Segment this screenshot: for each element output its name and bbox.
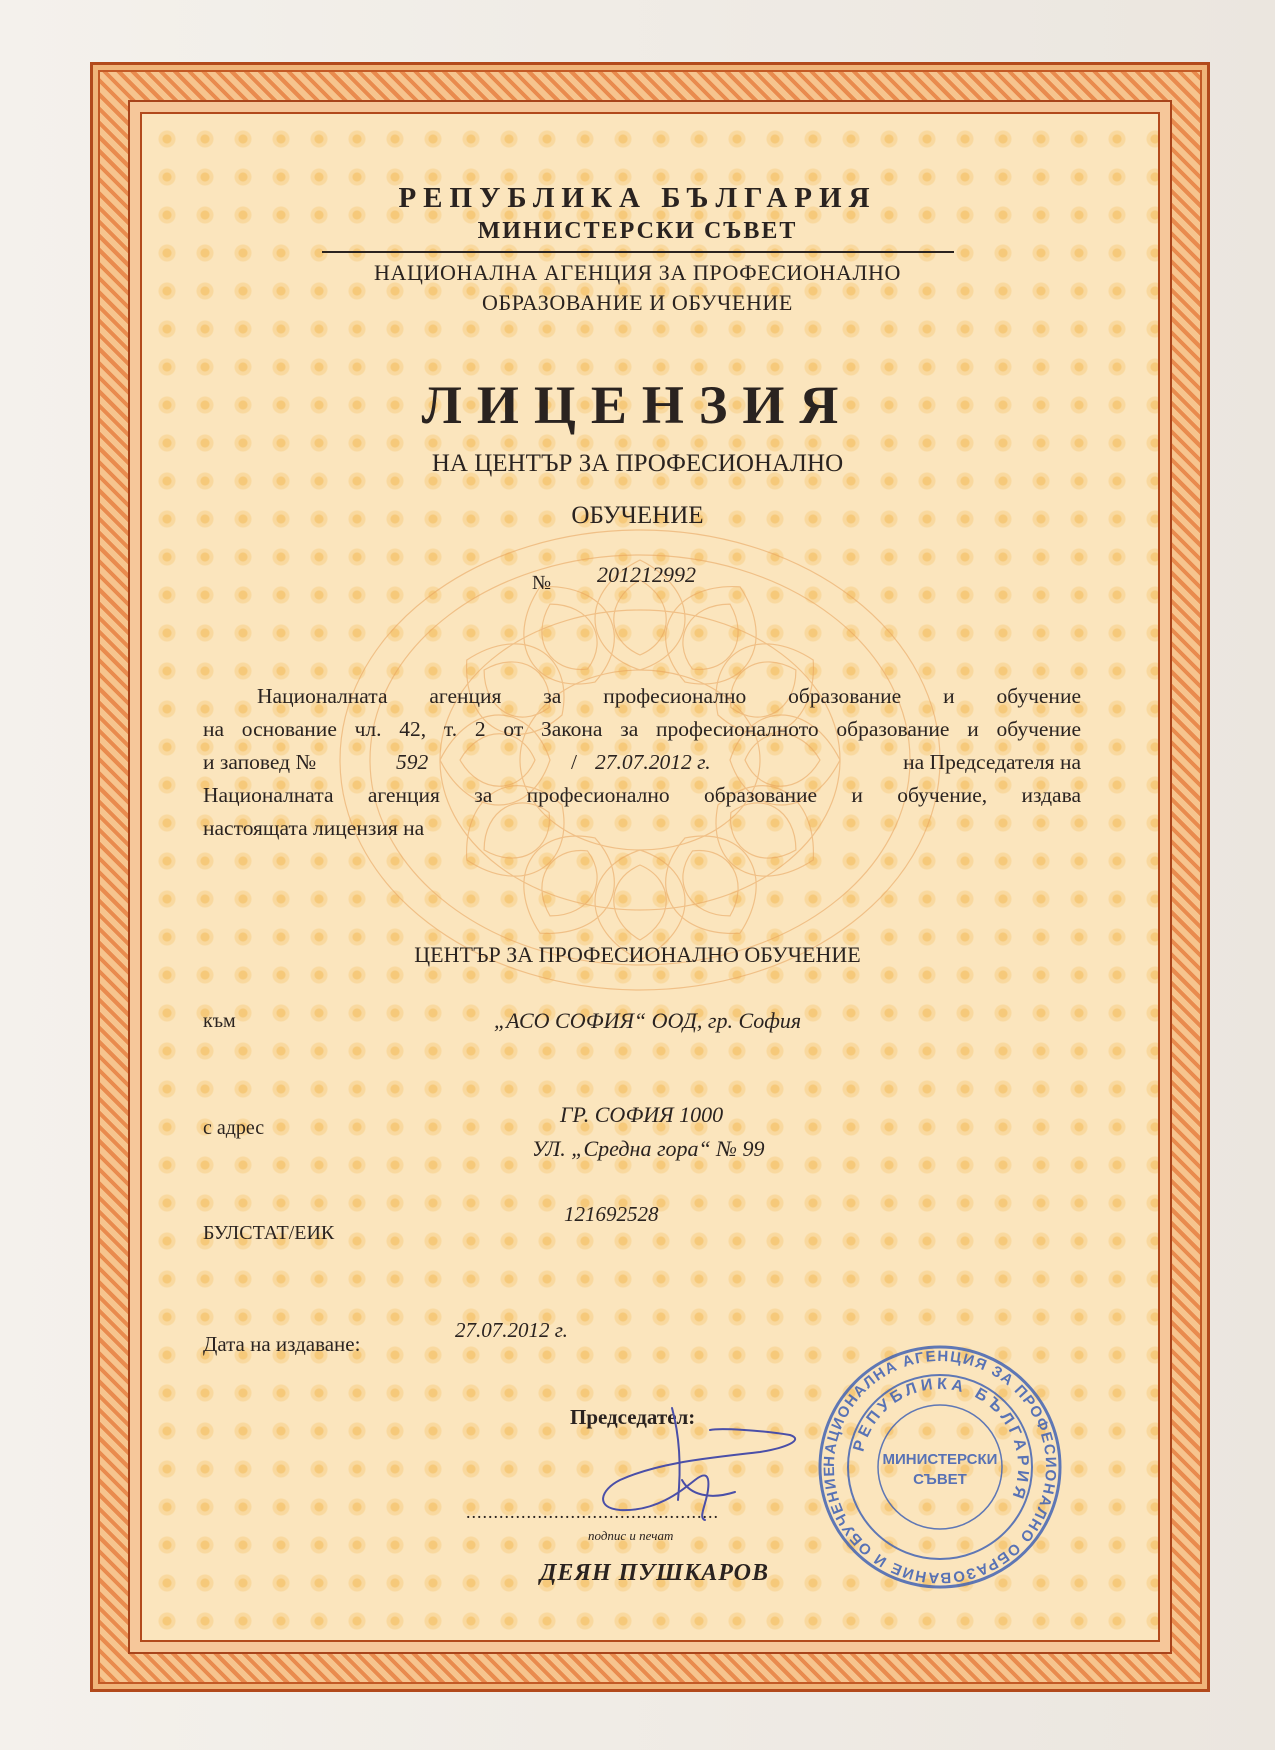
official-seal [815,1342,1065,1592]
address-label: с адрес [203,1117,265,1139]
body-line-1: Националната агенция за професионално образование и обучение [257,684,1081,708]
body-order-suffix: на Председателя на [903,750,1081,774]
license-number: 201212992 [597,562,696,587]
body-line-3 [203,746,1081,779]
seal-center-line1: МИНИСТЕРСКИ [882,1451,998,1468]
eik-value: 121692528 [564,1202,659,1226]
center-type: ЦЕНТЪР ЗА ПРОФЕСИОНАЛНО ОБУЧЕНИЕ [414,942,861,967]
license-body-text [203,680,1081,845]
body-line-2: на основание чл. 42, т. 2 от Закона за професионалното образование и обучение [203,717,1081,741]
header-agency-line2: ОБРАЗОВАНИЕ И ОБУЧЕНИЕ [482,290,793,315]
address-line2: УЛ. „Средна гора“ № 99 [532,1136,765,1161]
header-divider [322,251,954,253]
owner-name: „АСО СОФИЯ“ ООД, гр. София [493,1008,802,1033]
order-separator: / [571,750,577,774]
body-order-prefix: и заповед № [203,750,317,774]
document-subtitle-line1: НА ЦЕНТЪР ЗА ПРОФЕСИОНАЛНО [431,450,844,477]
document-title: ЛИЦЕНЗИЯ [421,375,854,435]
chairman-label: Председател: [570,1405,696,1429]
eik-label: БУЛСТАТ/ЕИК [203,1222,335,1244]
seal-center-line2: СЪВЕТ [913,1471,967,1488]
body-line-5: настоящата лицензия на [203,816,425,840]
header-agency-line1: НАЦИОНАЛНА АГЕНЦИЯ ЗА ПРОФЕСИОНАЛНО [374,260,901,285]
order-date: 27.07.2012 г. [595,750,711,774]
signatory-name: ДЕЯН ПУШКАРОВ [540,1560,769,1586]
seal-inner-text: РЕПУБЛИКА БЪЛГАРИЯ [850,1375,1032,1505]
issue-date: 27.07.2012 г. [455,1318,568,1342]
seal-ring-text: НАЦИОНАЛНА АГЕНЦИЯ ЗА ПРОФЕСИОНАЛНО ОБРАЗОВАНИЕ И ОБУЧЕНИЕ [820,1347,1060,1587]
header-council: МИНИСТЕРСКИ СЪВЕТ [477,218,798,244]
body-line-4: Националната агенция за професионално образование и обучение, издава [203,783,1081,807]
owner-label: към [203,1010,236,1032]
license-number-label: № [532,572,552,594]
address-line1: ГР. СОФИЯ 1000 [560,1102,724,1127]
issue-date-label: Дата на издаване: [203,1332,361,1356]
document-subtitle-line2: ОБУЧЕНИЕ [571,502,704,529]
signature-caption: подпис и печат [588,1528,674,1543]
order-number: 592 [396,750,429,774]
signature-line: .............................................. [466,1502,719,1522]
header-country: РЕПУБЛИКА БЪЛГАРИЯ [398,182,877,214]
